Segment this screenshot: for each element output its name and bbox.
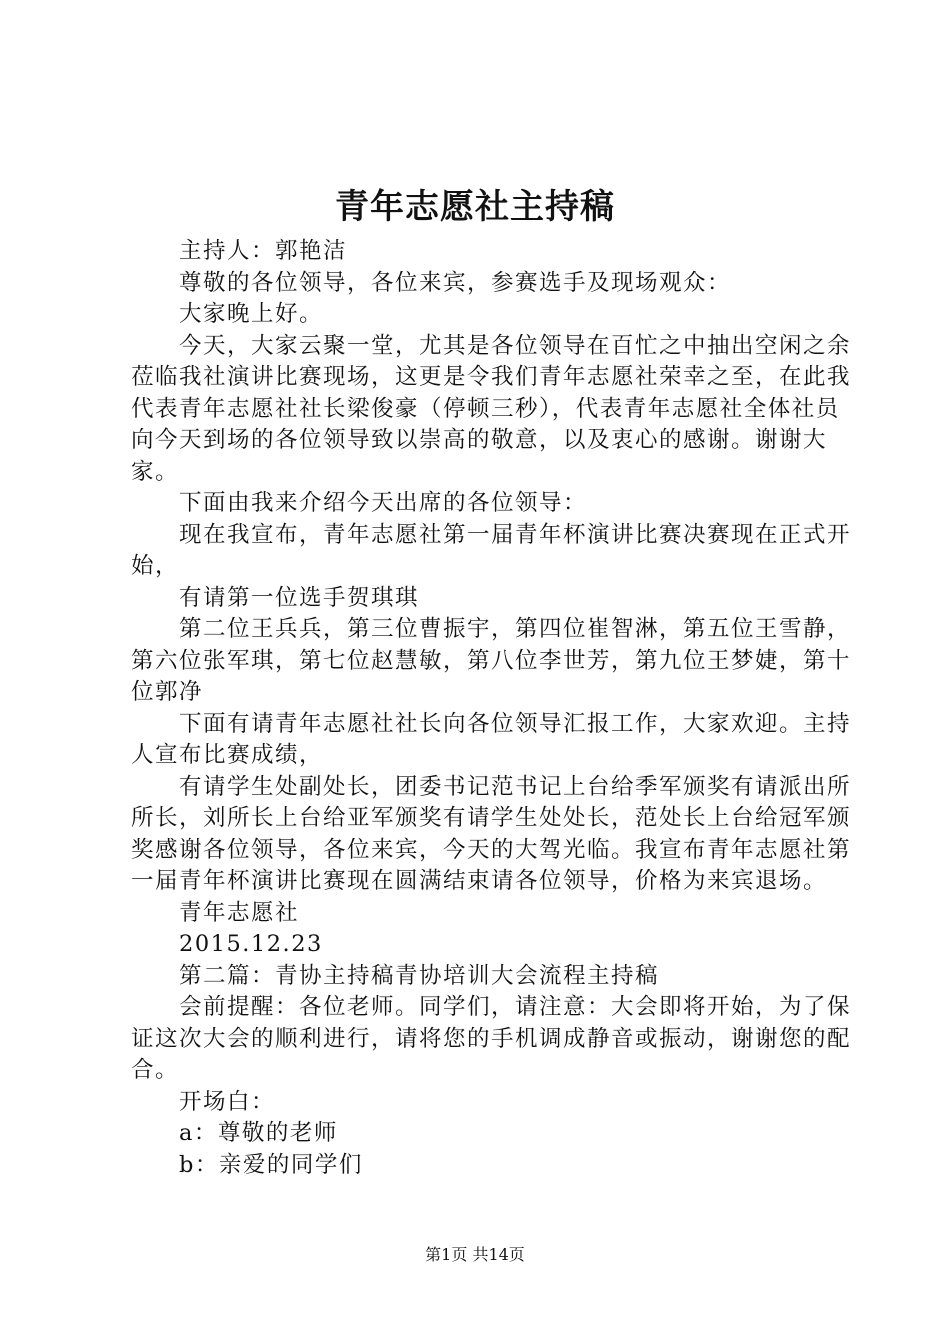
paragraph-opening: 今天，大家云聚一堂，尤其是各位领导在百忙之中抽出空闲之余莅临我社演讲比赛现场，这更是令我们青年志愿社荣幸之至，在此我代表青年志愿社社长梁俊豪（停顿三秒），代表青年志愿社全体社员向今天到场的各位领导致以崇高的敬意，以及衷心的感谢。谢谢大家。 (131, 332, 852, 485)
paragraph-awards: 有请学生处副处长，团委书记范书记上台给季军颁奖有请派出所所长，刘所长上台给亚军颁奖有请学生处处长，范处长上台给冠军颁奖感谢各位领导，各位来宾，今天的大驾光临。我宣布青年志愿社第一届青年杯演讲比赛现在圆满结束请各位领导，价格为来宾退场。 (131, 773, 852, 894)
paragraph-signature: 青年志愿社 (179, 899, 300, 926)
paragraph-opening-remarks: 开场白： (179, 1088, 276, 1115)
page-footer: 第1页 共14页 (425, 1245, 525, 1264)
paragraph-host: 主持人：郭艳洁 (179, 238, 348, 264)
paragraph-greeting: 尊敬的各位领导，各位来宾，参赛选手及现场观众： (179, 269, 732, 296)
paragraph-date: 2015.12.23 (179, 931, 323, 957)
document-title: 青年志愿社主持稿 (335, 187, 615, 227)
paragraph-reminder: 会前提醒：各位老师。同学们，请注意：大会即将开始，为了保证这次大会的顺利进行，请将您的手机调成静音或振动，谢谢您的配合。 (131, 994, 852, 1083)
paragraph-good-evening: 大家晚上好。 (179, 301, 324, 327)
paragraph-introduce-leaders: 下面由我来介绍今天出席的各位领导： (179, 490, 588, 516)
paragraph-report: 下面有请青年志愿社社长向各位领导汇报工作，大家欢迎。主持人宣布比赛成绩， (131, 710, 852, 768)
paragraph-contestants: 第二位王兵兵，第三位曹振宇，第四位崔智淋，第五位王雪静，第六位张军琪，第七位赵慧敏，第八位李世芳，第九位王梦婕，第十位郭净 (131, 616, 852, 705)
paragraph-first-contestant: 有请第一位选手贺琪琪 (179, 584, 420, 611)
paragraph-line-a: a：尊敬的老师 (179, 1120, 338, 1146)
paragraph-second-article-title: 第二篇：青协主持稿青协培训大会流程主持稿 (179, 962, 660, 989)
paragraph-announce-start: 现在我宣布，青年志愿社第一届青年杯演讲比赛决赛现在正式开始， (131, 521, 852, 579)
document-body (131, 236, 851, 1181)
paragraph-line-b: b：亲爱的同学们 (179, 1151, 363, 1178)
